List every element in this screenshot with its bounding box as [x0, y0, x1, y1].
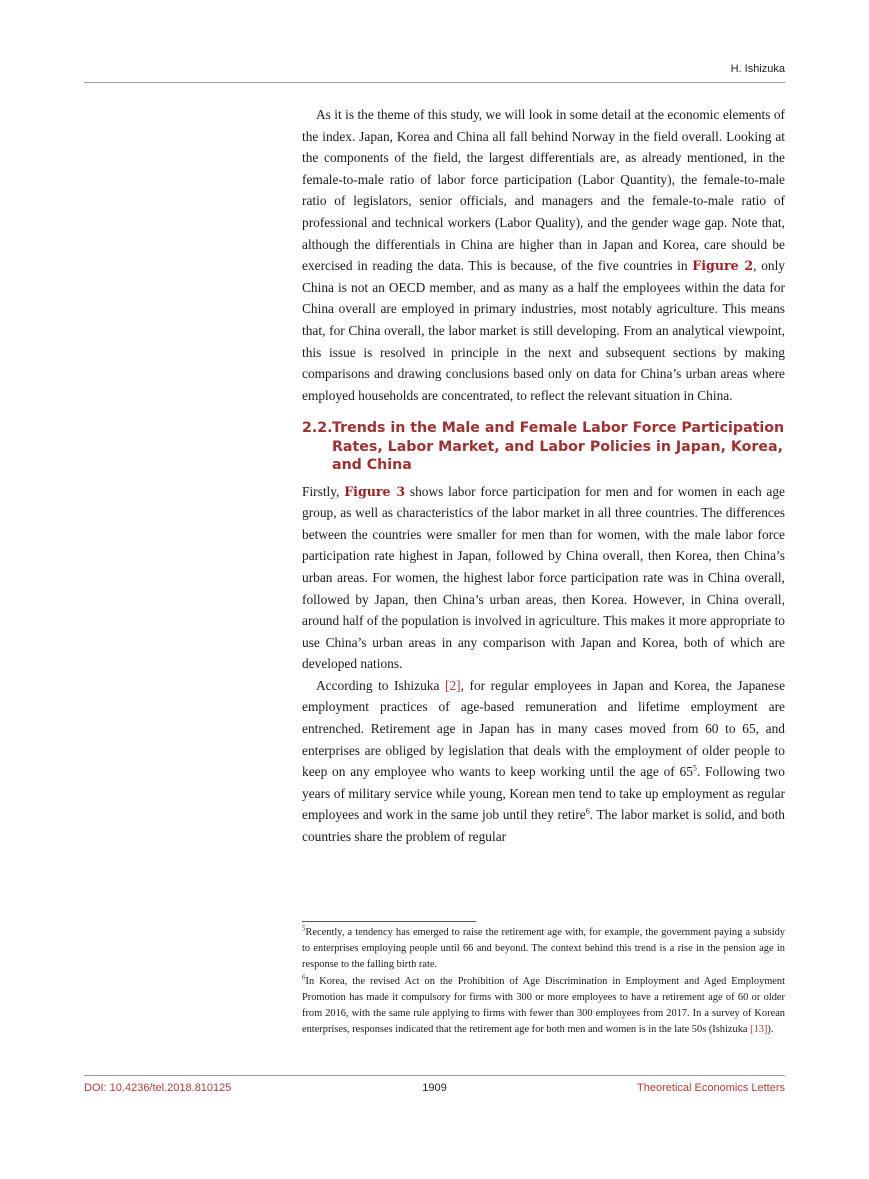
paragraph-3	[302, 675, 785, 848]
footnote-6	[302, 974, 785, 1039]
text-run: Firstly,	[302, 483, 345, 499]
footnote-text: ).	[767, 1024, 774, 1036]
figure-2-link[interactable]: Figure 2	[692, 258, 754, 274]
text-run: , only China is not an OECD member, and as many as a half the employees within the data for China overall are employed in primary industries, most notably agriculture. This means that, for China overall, the labor market is still developing. From an analytical viewpoint, this issue is resolved in principle in the next and subsequent sections by making comparisons and drawing conclusions based only on data for China’s urban areas where employed households are concentrated, to reflect the relevant situation in China.	[302, 258, 785, 403]
section-number: 2.2.	[302, 420, 333, 437]
footer-divider	[84, 1075, 785, 1076]
page-number: 1909	[422, 1082, 447, 1094]
footnote-mark-5[interactable]: 5	[692, 763, 697, 773]
main-text-column	[302, 104, 785, 848]
citation-link-2[interactable]: [2]	[444, 677, 461, 693]
footnote-text: In Korea, the revised Act on the Prohibition of Age Discrimination in Employment and Aged Employment Promotion has made it compulsory for firms with 300 or more employees to have a retirement age of 60 or older from 2016, with the same rule applying to firms with fewer than 300 employees from 2017. In a survey of Korean enterprises, responses indicated that the retirement age for both men and women is in the late 50s (Ishizuka	[302, 975, 785, 1036]
text-run: As it is the theme of this study, we will look in some detail at the economic elements of the index. Japan, Korea and China all fall behind Norway in the field overall. Looking at the components of the field, the largest differentials are, as already mentioned, in the female-to-male ratio of labor force participation (Labor Quantity), the female-to-male ratio of legislators, senior officials, and managers and the female-to-male ratio of professional and technical workers (Labor Quality), and the gender wage gap. Note that, although the differentials in China are higher than in Japan and Korea, care should be exercised in reading the data. This is because, of the five countries in	[302, 107, 785, 274]
section-heading	[302, 419, 785, 474]
text-run: , for regular employees in Japan and Korea, the Japanese employment practices of age-based remuneration and lifetime employment are entrenched. Retirement age in Japan has in many cases moved from 60 to 65, and enterprises are obliged by legislation that deals with the employment of older people to keep on any employee who wants to keep working until the age of 65	[302, 677, 786, 780]
paragraph-2	[302, 481, 785, 675]
section-title: Trends in the Male and Female Labor Force Participation Rates, Labor Market, and Labor Policies in Japan, Korea, and China	[332, 420, 785, 474]
footnotes	[302, 925, 785, 1038]
running-header-author: H. Ishizuka	[730, 63, 785, 75]
footnote-text: Recently, a tendency has emerged to raise the retirement age with, for example, the government paying a subsidy to enterprises employing people until 66 and beyond. The context behind this trend is a rise in the pension age in response to the falling birth rate.	[302, 927, 785, 971]
paragraph-1	[302, 104, 785, 406]
footnote-divider	[302, 921, 476, 922]
footnote-mark-6[interactable]: 6	[585, 806, 590, 816]
doi-link[interactable]: DOI: 10.4236/tel.2018.810125	[84, 1082, 232, 1094]
text-run: . The labor market is solid, and both countries share the problem of regular	[302, 807, 786, 845]
journal-name-link[interactable]: Theoretical Economics Letters	[637, 1082, 785, 1094]
text-run: . Following two years of military service while young, Korean men tend to take up employment as regular employees and work in the same job until they retire	[302, 764, 785, 823]
footnote-number: 5	[302, 924, 306, 933]
figure-3-link[interactable]: Figure 3	[344, 483, 406, 499]
text-run: According to Ishizuka	[316, 677, 445, 693]
footnote-number: 6	[302, 973, 306, 982]
citation-link-13[interactable]: [13]	[750, 1024, 768, 1036]
text-run: shows labor force participation for men and for women in each age group, as well as characteristics of the labor market in all three countries. The differences between the countries were smaller for men than for women, with the male labor force participation rate highest in Japan, followed by China overall, then Korea, then China’s urban areas. For women, the highest labor force participation rate was in China overall, followed by Japan, then China’s urban areas, then Korea. However, in China overall, around half of the population is involved in agriculture. This makes it more appropriate to use China’s urban areas in any comparison with Japan and Korea, both of which are developed nations.	[302, 483, 785, 672]
footnote-5	[302, 925, 785, 974]
header-divider	[84, 82, 785, 83]
